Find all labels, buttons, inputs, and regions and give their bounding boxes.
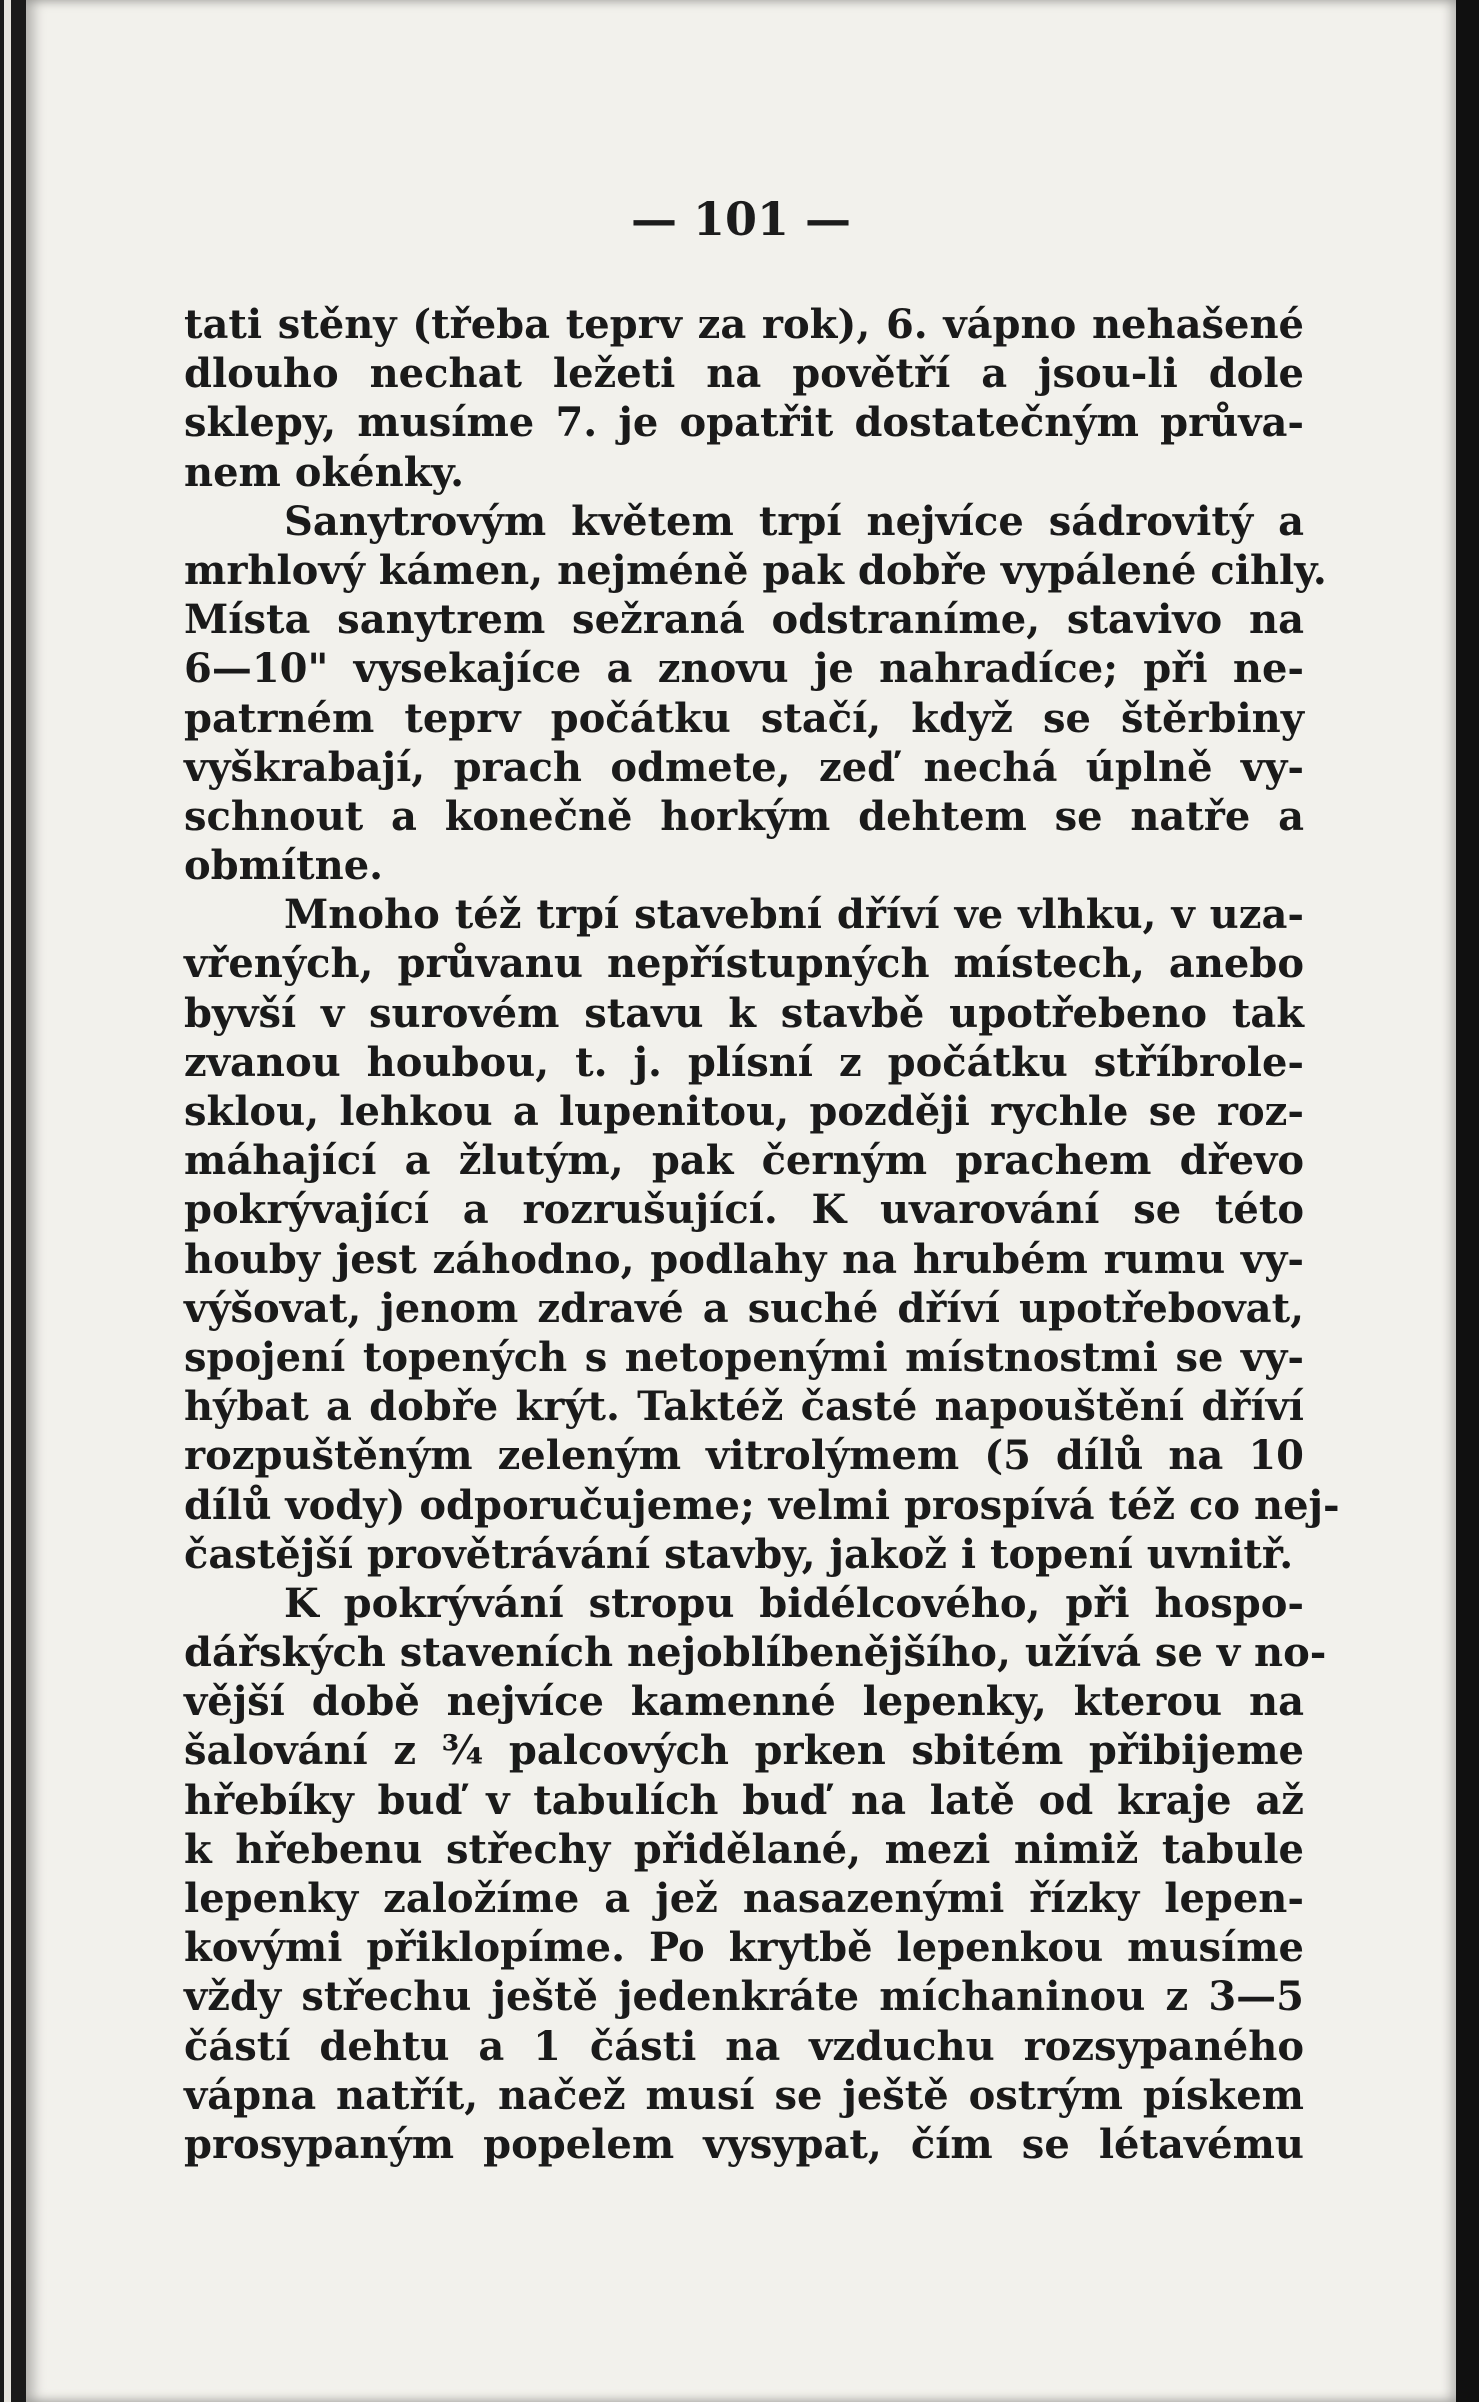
page-edge-strip: [0, 0, 26, 2402]
text-line: častější provětrávání stavby, jakož i topení uvnitř.: [184, 1530, 1294, 1578]
book-page: [26, 0, 1456, 2402]
text-line: zvanou houbou, t. j. plísní z počátku stříbrole-: [184, 1038, 1304, 1086]
text-line: byvší v surovém stavu k stavbě upotřebeno tak: [184, 989, 1304, 1037]
text-line: K pokrývání stropu bidélcového, při hospo-: [284, 1579, 1304, 1627]
text-line: výšovat, jenom zdravé a suché dříví upotřebovat,: [184, 1284, 1304, 1332]
text-line: Místa sanytrem sežraná odstraníme, stavivo na: [184, 596, 1304, 644]
page-number: — 101 —: [630, 192, 852, 246]
text-line: hřebíky buď v tabulích buď na latě od kraje až: [184, 1776, 1304, 1824]
text-line: sklou, lehkou a lupenitou, později rychle se roz-: [184, 1088, 1304, 1135]
text-line: Sanytrovým květem trpí nejvíce sádrovitý a: [284, 497, 1304, 545]
adjacent-page-edge: [4, 0, 11, 2402]
text-line: vřených, průvanu nepřístupných místech, anebo: [184, 940, 1304, 988]
text-line: částí dehtu a 1 části na vzduchu rozsypaného: [184, 2022, 1304, 2070]
text-line: tati stěny (třeba teprv za rok), 6. vápno nehašené: [184, 301, 1304, 348]
text-line: spojení topených s netopenými místnostmi se vy-: [184, 1333, 1304, 1381]
text-line: rozpuštěným zeleným vitrolýmem (5 dílů na 10: [184, 1432, 1304, 1480]
text-line: hýbat a dobře krýt. Taktéž časté napouštění dříví: [184, 1383, 1304, 1431]
text-line: lepenky založíme a jež nasazenými řízky lepen-: [184, 1875, 1304, 1922]
text-line: máhající a žlutým, pak černým prachem dřevo: [184, 1137, 1304, 1185]
text-line: dářských staveních nejoblíbenějšího, užívá se v no-: [184, 1629, 1327, 1677]
text-line: mrhlový kámen, nejméně pak dobře vypálené cihly.: [184, 546, 1327, 594]
text-line: nem okénky.: [184, 448, 464, 496]
text-line: dlouho nechat ležeti na povětří a jsou-li dole: [184, 350, 1304, 398]
text-line: houby jest záhodno, podlahy na hrubém rumu vy-: [184, 1235, 1304, 1283]
text-line: patrném teprv počátku stačí, když se štěrbiny: [184, 694, 1304, 742]
text-line: schnout a konečně horkým dehtem se natře a: [184, 792, 1304, 840]
text-line: prosypaným popelem vysypat, čím se létavému: [184, 2120, 1304, 2168]
text-line: pokrývající a rozrušující. K uvarování se této: [184, 1186, 1304, 1234]
text-line: kovými přiklopíme. Po krytbě lepenkou musíme: [184, 1924, 1304, 1972]
text-line: 6—10" vysekajíce a znovu je nahradíce; při ne-: [184, 645, 1304, 693]
text-line: k hřebenu střechy přidělané, mezi nimiž tabule: [184, 1825, 1304, 1873]
text-line: vější době nejvíce kamenné lepenky, kterou na: [184, 1678, 1304, 1726]
text-line: vápna natřít, načež musí se ještě ostrým pískem: [184, 2071, 1304, 2119]
text-line: Mnoho též trpí stavební dříví ve vlhku, v uza-: [284, 891, 1304, 939]
text-line: šalování z ¾ palcových prken sbitém přibijeme: [184, 1727, 1304, 1775]
text-line: vyškrabají, prach odmete, zeď nechá úplně vy-: [184, 743, 1304, 791]
text-line: vždy střechu ještě jedenkráte míchaninou z 3—5: [184, 1973, 1304, 2021]
body-text: [184, 300, 1340, 2169]
text-line: sklepy, musíme 7. je opatřit dostatečným průva-: [184, 399, 1304, 447]
text-line: obmítne.: [184, 842, 384, 890]
text-line: dílů vody) odporučujeme; velmi prospívá též co nej-: [184, 1481, 1340, 1529]
